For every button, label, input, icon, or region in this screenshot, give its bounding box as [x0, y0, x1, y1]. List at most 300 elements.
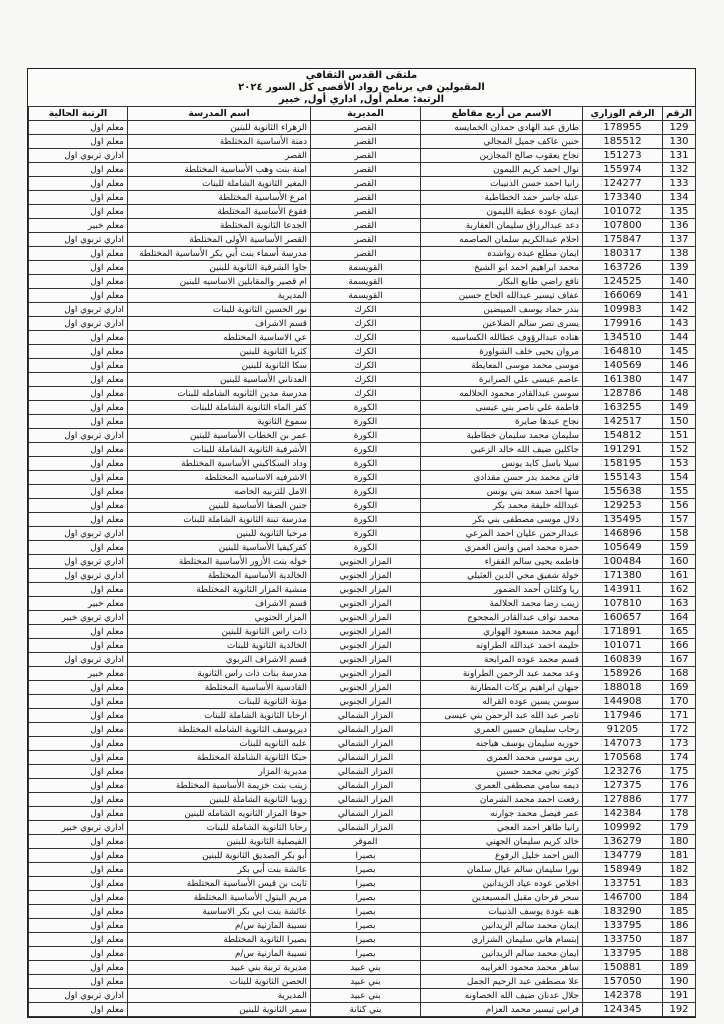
cell-directorate: الكرك: [311, 303, 421, 317]
cell-full-name: سوسن يسين عوده القراله: [421, 695, 583, 709]
cell-current-rank: معلم اول: [29, 695, 128, 709]
cell-directorate: المزار الشمالي: [311, 807, 421, 821]
cell-current-rank: معلم اول: [29, 191, 128, 205]
cell-full-name: جلال عدنان ضيف الله الخصاونه: [421, 989, 583, 1003]
table-row: [29, 303, 696, 317]
cell-row-number: 161: [663, 569, 696, 583]
cell-ministry-number: 140569: [583, 359, 663, 373]
cell-current-rank: معلم اول: [29, 541, 128, 555]
table-row: [29, 429, 696, 443]
table-row: [29, 289, 696, 303]
table-row: [29, 471, 696, 485]
cell-current-rank: معلم خبير: [29, 219, 128, 233]
cell-directorate: الكورة: [311, 443, 421, 457]
table-row: [29, 597, 696, 611]
cell-full-name: ناصر عبد الله عبد الرحمن بني عيسى: [421, 709, 583, 723]
cell-current-rank: معلم اول: [29, 135, 128, 149]
cell-ministry-number: 133751: [583, 877, 663, 891]
cell-ministry-number: 107800: [583, 219, 663, 233]
cell-current-rank: اداري تربوي اول: [29, 317, 128, 331]
cell-full-name: عبدالله خليفة محمد بكر: [421, 499, 583, 513]
cell-directorate: الكورة: [311, 513, 421, 527]
cell-school-name: عائشة بنت ابي بكر الاساسية: [128, 905, 311, 919]
cell-school-name: زينب بنت خزيمة الأساسية المختلطة: [128, 779, 311, 793]
table-row: [29, 443, 696, 457]
cell-school-name: رحابا الثانوية الشاملة للبنات: [128, 821, 311, 835]
cell-row-number: 130: [663, 135, 696, 149]
cell-directorate: الكورة: [311, 527, 421, 541]
cell-directorate: المزار الجنوبي: [311, 695, 421, 709]
cell-directorate: الكرك: [311, 345, 421, 359]
cell-row-number: 163: [663, 597, 696, 611]
cell-full-name: جاكلين ضيف الله خالد الزعبي: [421, 443, 583, 457]
cell-ministry-number: 160657: [583, 611, 663, 625]
cell-current-rank: معلم اول: [29, 625, 128, 639]
cell-row-number: 129: [663, 121, 696, 135]
cell-full-name: خالد كريم سليمان الجهني: [421, 835, 583, 849]
cell-full-name: زينب رضا محمد الحلالمة: [421, 597, 583, 611]
table-row: [29, 611, 696, 625]
table-row: [29, 863, 696, 877]
table-row: [29, 401, 696, 415]
cell-current-rank: معلم اول: [29, 681, 128, 695]
cell-row-number: 133: [663, 177, 696, 191]
cell-row-number: 189: [663, 961, 696, 975]
table-row: [29, 849, 696, 863]
cell-row-number: 184: [663, 891, 696, 905]
header-rank: الرتبة الحالية: [29, 107, 128, 121]
cell-school-name: قسم الاشراف: [128, 597, 311, 611]
cell-full-name: حمزه محمد امين وانس العمري: [421, 541, 583, 555]
cell-full-name: سحر فرحان مقبل المسيعدين: [421, 891, 583, 905]
cell-school-name: المديرية: [128, 289, 311, 303]
cell-directorate: الكورة: [311, 415, 421, 429]
table-row: [29, 877, 696, 891]
table-row: [29, 513, 696, 527]
cell-ministry-number: 124525: [583, 275, 663, 289]
cell-directorate: الكرك: [311, 317, 421, 331]
cell-current-rank: معلم اول: [29, 919, 128, 933]
cell-row-number: 131: [663, 149, 696, 163]
cell-school-name: أبو بكر الصديق الثانوية للبنين: [128, 849, 311, 863]
cell-row-number: 139: [663, 261, 696, 275]
table-row: [29, 779, 696, 793]
cell-row-number: 140: [663, 275, 696, 289]
table-row: [29, 667, 696, 681]
cell-ministry-number: 144908: [583, 695, 663, 709]
forum-title: ملتقى القدس الثقافي: [305, 70, 418, 81]
table-row: [29, 541, 696, 555]
cell-directorate: المزار الشمالي: [311, 709, 421, 723]
cell-directorate: القصر: [311, 247, 421, 261]
cell-full-name: وعد محمد عبد الرحمن الطراونة: [421, 667, 583, 681]
cell-current-rank: معلم اول: [29, 121, 128, 135]
cell-school-name: ذات راس الثانوية للبنين: [128, 625, 311, 639]
cell-row-number: 147: [663, 373, 696, 387]
cell-school-name: ثابت بن قيس الأساسية المختلطة: [128, 877, 311, 891]
table-row: [29, 695, 696, 709]
cell-ministry-number: 107810: [583, 597, 663, 611]
table-row: [29, 765, 696, 779]
cell-full-name: عبدالرحمن عليان احمد المرعي: [421, 527, 583, 541]
cell-row-number: 173: [663, 737, 696, 751]
cell-row-number: 154: [663, 471, 696, 485]
cell-school-name: القادسية الأساسية المختلطة: [128, 681, 311, 695]
cell-current-rank: معلم اول: [29, 877, 128, 891]
cell-row-number: 165: [663, 625, 696, 639]
cell-row-number: 181: [663, 849, 696, 863]
cell-full-name: الس احمد خليل الرفوع: [421, 849, 583, 863]
rank-subtitle: الرتبة: معلم أول, اداري أول, خبير: [278, 94, 445, 105]
table-row: [29, 415, 696, 429]
cell-school-name: منشية المزار الثانوية المختلطة: [128, 583, 311, 597]
cell-school-name: ام قصير والمقابلين الاساسيه للبنين: [128, 275, 311, 289]
cell-full-name: نجاح عبدها صايرة: [421, 415, 583, 429]
cell-current-rank: معلم خبير: [29, 597, 128, 611]
table-row: [29, 905, 696, 919]
cell-row-number: 191: [663, 989, 696, 1003]
cell-current-rank: معلم اول: [29, 275, 128, 289]
cell-row-number: 136: [663, 219, 696, 233]
cell-full-name: محمد ابراهيم احمد ابو الشيخ: [421, 261, 583, 275]
cell-full-name: عمر فيصل محمد جوارنه: [421, 807, 583, 821]
cell-current-rank: اداري تربوي اول: [29, 569, 128, 583]
cell-full-name: عفاف تيسير عبدالله الحاج حسين: [421, 289, 583, 303]
table-header-row: [29, 107, 696, 121]
cell-directorate: بني عبيد: [311, 989, 421, 1003]
cell-row-number: 170: [663, 695, 696, 709]
cell-current-rank: معلم اول: [29, 513, 128, 527]
cell-directorate: المزار الشمالي: [311, 765, 421, 779]
cell-current-rank: معلم اول: [29, 905, 128, 919]
cell-ministry-number: 185512: [583, 135, 663, 149]
cell-ministry-number: 127375: [583, 779, 663, 793]
cell-current-rank: معلم اول: [29, 779, 128, 793]
cell-full-name: ديمه سامي مصطفى العمري: [421, 779, 583, 793]
table-row: [29, 583, 696, 597]
cell-full-name: نجاح يعقوب صالح المجازين: [421, 149, 583, 163]
cell-school-name: ارحابا الثانوية الشاملة للبنات: [128, 709, 311, 723]
cell-row-number: 143: [663, 317, 696, 331]
cell-directorate: الكورة: [311, 541, 421, 555]
cell-current-rank: معلم اول: [29, 485, 128, 499]
cell-current-rank: معلم اول: [29, 499, 128, 513]
cell-school-name: نسيبة المازنية س/م: [128, 947, 311, 961]
document-sheet: [27, 68, 696, 1018]
table-row: [29, 163, 696, 177]
cell-row-number: 190: [663, 975, 696, 989]
cell-row-number: 155: [663, 485, 696, 499]
cell-current-rank: معلم اول: [29, 723, 128, 737]
cell-ministry-number: 188018: [583, 681, 663, 695]
cell-school-name: سمر الثانوية للبنين: [128, 1003, 311, 1017]
cell-full-name: رفعت احمد محمد الشرمان: [421, 793, 583, 807]
cell-full-name: طارق عبد الهادي حمدان الخمايسه: [421, 121, 583, 135]
table-row: [29, 961, 696, 975]
cell-school-name: المغير الثانوية الشاملة للبنات: [128, 177, 311, 191]
cell-full-name: ايمان محمد سالم الزيدانين: [421, 947, 583, 961]
cell-current-rank: معلم اول: [29, 471, 128, 485]
cell-ministry-number: 160839: [583, 653, 663, 667]
cell-row-number: 159: [663, 541, 696, 555]
cell-full-name: هبه عودة يوسف الذنيبات: [421, 905, 583, 919]
cell-school-name: امرع الأساسية المختلطة: [128, 191, 311, 205]
cell-directorate: بصيرا: [311, 905, 421, 919]
header-ministry-number: الرقم الوزاري: [583, 107, 663, 121]
cell-full-name: كوثر نجي محمد حسين: [421, 765, 583, 779]
cell-current-rank: معلم اول: [29, 331, 128, 345]
cell-school-name: نسيبة المازنية س/م: [128, 919, 311, 933]
cell-directorate: القصر: [311, 135, 421, 149]
cell-school-name: المزار الجنوبي: [128, 611, 311, 625]
table-row: [29, 191, 696, 205]
cell-school-name: عمر بن الخطاب الأساسية للبنين: [128, 429, 311, 443]
cell-directorate: المزار الشمالي: [311, 723, 421, 737]
cell-directorate: المزار الشمالي: [311, 779, 421, 793]
cell-directorate: بني عبيد: [311, 961, 421, 975]
cell-ministry-number: 158949: [583, 863, 663, 877]
cell-full-name: سوسن عبدالقادر محمود الحلالمه: [421, 387, 583, 401]
cell-school-name: سموع الثانوية: [128, 415, 311, 429]
cell-directorate: القصر: [311, 191, 421, 205]
table-row: [29, 499, 696, 513]
cell-ministry-number: 142378: [583, 989, 663, 1003]
cell-ministry-number: 178955: [583, 121, 663, 135]
cell-row-number: 138: [663, 247, 696, 261]
cell-school-name: المديرية: [128, 989, 311, 1003]
cell-directorate: المزار الجنوبي: [311, 625, 421, 639]
table-row: [29, 555, 696, 569]
cell-directorate: الكورة: [311, 401, 421, 415]
cell-full-name: نورا سليمان سالم عيال سلمان: [421, 863, 583, 877]
cell-full-name: موسى محمد موسى المعايطة: [421, 359, 583, 373]
table-row: [29, 247, 696, 261]
cell-directorate: الكورة: [311, 471, 421, 485]
cell-directorate: بصيرا: [311, 877, 421, 891]
cell-row-number: 157: [663, 513, 696, 527]
cell-school-name: خوله بنت الأزور الأساسية المختلطة: [128, 555, 311, 569]
cell-directorate: المزار الجنوبي: [311, 569, 421, 583]
cell-row-number: 148: [663, 387, 696, 401]
cell-current-rank: معلم اول: [29, 737, 128, 751]
cell-directorate: بصيرا: [311, 891, 421, 905]
cell-ministry-number: 133795: [583, 947, 663, 961]
cell-ministry-number: 157050: [583, 975, 663, 989]
cell-ministry-number: 101071: [583, 639, 663, 653]
cell-row-number: 149: [663, 401, 696, 415]
cell-directorate: القصر: [311, 149, 421, 163]
cell-current-rank: اداري تربوي اول: [29, 989, 128, 1003]
cell-current-rank: معلم اول: [29, 639, 128, 653]
table-row: [29, 975, 696, 989]
table-row: [29, 121, 696, 135]
cell-full-name: ايمان عودة عطية الليمون: [421, 205, 583, 219]
cell-directorate: القويسمة: [311, 275, 421, 289]
cell-school-name: مدرسة أسماء بنت أبي بكر الأساسية المختلطة: [128, 247, 311, 261]
table-row: [29, 989, 696, 1003]
cell-ministry-number: 170568: [583, 751, 663, 765]
cell-current-rank: اداري تربوي اول: [29, 149, 128, 163]
cell-school-name: فقوع الأساسية المختلطة: [128, 205, 311, 219]
cell-full-name: ريا وكلثان أحمد الضمور: [421, 583, 583, 597]
cell-directorate: القصر: [311, 205, 421, 219]
cell-current-rank: معلم اول: [29, 289, 128, 303]
cell-current-rank: معلم اول: [29, 177, 128, 191]
cell-school-name: نور الحسين الثانوية للبنات: [128, 303, 311, 317]
cell-directorate: المزار الجنوبي: [311, 583, 421, 597]
cell-ministry-number: 150881: [583, 961, 663, 975]
cell-row-number: 150: [663, 415, 696, 429]
cell-full-name: احلام عبدالكريم سلمان الصاصمه: [421, 233, 583, 247]
cell-directorate: القصر: [311, 163, 421, 177]
cell-row-number: 176: [663, 779, 696, 793]
table-row: [29, 835, 696, 849]
cell-current-rank: معلم اول: [29, 373, 128, 387]
cell-directorate: القصر: [311, 177, 421, 191]
cell-directorate: القصر: [311, 219, 421, 233]
cell-current-rank: معلم اول: [29, 975, 128, 989]
cell-school-name: الفيصلية الثانوية للبنين: [128, 835, 311, 849]
cell-row-number: 137: [663, 233, 696, 247]
cell-ministry-number: 91205: [583, 723, 663, 737]
cell-school-name: بصيرا الثانوية المختلطة: [128, 933, 311, 947]
cell-ministry-number: 158195: [583, 457, 663, 471]
cell-school-name: الخالدية الأساسية المختلطة: [128, 569, 311, 583]
cell-ministry-number: 171380: [583, 569, 663, 583]
document-header: [28, 69, 695, 106]
table-row: [29, 919, 696, 933]
cell-current-rank: معلم اول: [29, 793, 128, 807]
cell-row-number: 134: [663, 191, 696, 205]
cell-directorate: القصر: [311, 121, 421, 135]
cell-directorate: الكورة: [311, 457, 421, 471]
cell-school-name: حبكا الثانوية الشاملة المختلطة: [128, 751, 311, 765]
cell-ministry-number: 134779: [583, 849, 663, 863]
cell-full-name: إبتسام هاني سليمان الشراري: [421, 933, 583, 947]
table-row: [29, 737, 696, 751]
cell-current-rank: معلم اول: [29, 247, 128, 261]
cell-current-rank: معلم خبير: [29, 667, 128, 681]
cell-row-number: 169: [663, 681, 696, 695]
cell-current-rank: معلم اول: [29, 947, 128, 961]
cell-ministry-number: 134510: [583, 331, 663, 345]
cell-school-name: كثربا الثانوية للبنين: [128, 345, 311, 359]
cell-ministry-number: 101072: [583, 205, 663, 219]
cell-school-name: كفركيفيا الأساسية للبنين: [128, 541, 311, 555]
cell-full-name: أيهم محمد مسعود الهواري: [421, 625, 583, 639]
cell-ministry-number: 127886: [583, 793, 663, 807]
cell-full-name: حليمه احمد عبدالله الطراونه: [421, 639, 583, 653]
cell-directorate: المزار الجنوبي: [311, 681, 421, 695]
cell-current-rank: اداري تربوي اول: [29, 555, 128, 569]
table-row: [29, 345, 696, 359]
cell-ministry-number: 100484: [583, 555, 663, 569]
cell-ministry-number: 142384: [583, 807, 663, 821]
table-body: [29, 121, 696, 1017]
cell-row-number: 185: [663, 905, 696, 919]
cell-row-number: 166: [663, 639, 696, 653]
cell-current-rank: اداري تربوي اول: [29, 527, 128, 541]
cell-current-rank: معلم اول: [29, 359, 128, 373]
cell-current-rank: اداري تربوي اول: [29, 303, 128, 317]
cell-full-name: اخلاص عوده عياد الزيدانين: [421, 877, 583, 891]
cell-school-name: مديرية المزار: [128, 765, 311, 779]
cell-full-name: جيهان ابراهيم بركات المطارنة: [421, 681, 583, 695]
cell-ministry-number: 146896: [583, 527, 663, 541]
cell-row-number: 180: [663, 835, 696, 849]
table-row: [29, 387, 696, 401]
cell-school-name: قسم الاشراف: [128, 317, 311, 331]
cell-current-rank: معلم اول: [29, 891, 128, 905]
cell-school-name: عائشة بنت أبي بكر: [128, 863, 311, 877]
cell-directorate: القصر: [311, 233, 421, 247]
header-school: اسم المدرسة: [128, 107, 311, 121]
cell-school-name: مريم البتول الأساسية المختلطة: [128, 891, 311, 905]
cell-row-number: 178: [663, 807, 696, 821]
cell-full-name: عبله جاسر حمد الخطاطبة: [421, 191, 583, 205]
cell-full-name: حوريه سليمان يوسف هياجنه: [421, 737, 583, 751]
cell-current-rank: معلم اول: [29, 345, 128, 359]
cell-row-number: 160: [663, 555, 696, 569]
table-row: [29, 569, 696, 583]
cell-current-rank: معلم اول: [29, 415, 128, 429]
cell-full-name: حنين عاكف جميل المجالي: [421, 135, 583, 149]
cell-directorate: المزار الجنوبي: [311, 639, 421, 653]
cell-full-name: رانيا احمد حسن الذنيبات: [421, 177, 583, 191]
cell-school-name: مرحبا الثانويه للبنين: [128, 527, 311, 541]
cell-directorate: الكرك: [311, 359, 421, 373]
cell-directorate: بني عبيد: [311, 975, 421, 989]
cell-directorate: المزار الشمالي: [311, 793, 421, 807]
table-row: [29, 639, 696, 653]
accepted-table: [28, 106, 696, 1017]
cell-current-rank: معلم اول: [29, 807, 128, 821]
cell-row-number: 183: [663, 877, 696, 891]
cell-ministry-number: 143911: [583, 583, 663, 597]
cell-row-number: 153: [663, 457, 696, 471]
cell-current-rank: معلم اول: [29, 387, 128, 401]
cell-current-rank: معلم اول: [29, 457, 128, 471]
table-row: [29, 359, 696, 373]
cell-row-number: 186: [663, 919, 696, 933]
cell-ministry-number: 175847: [583, 233, 663, 247]
cell-school-name: القصر الأساسية الأولى المختلطة: [128, 233, 311, 247]
cell-directorate: بصيرا: [311, 863, 421, 877]
cell-school-name: زوبيا الثانوية الشاملة للبنين: [128, 793, 311, 807]
cell-directorate: الكرك: [311, 373, 421, 387]
cell-full-name: فاطمة علي ناصر بني عيسى: [421, 401, 583, 415]
cell-school-name: الجدعا الثانوية المختلطة: [128, 219, 311, 233]
cell-current-rank: معلم اول: [29, 863, 128, 877]
cell-current-rank: معلم اول: [29, 933, 128, 947]
cell-ministry-number: 163255: [583, 401, 663, 415]
cell-ministry-number: 136279: [583, 835, 663, 849]
cell-school-name: امنة بنت وهب الأساسية المختلطة: [128, 163, 311, 177]
cell-row-number: 144: [663, 331, 696, 345]
cell-school-name: حوفا المزار الثانويه الشامله للبنين: [128, 807, 311, 821]
cell-current-rank: اداري تربوي خبير: [29, 821, 128, 835]
cell-directorate: بصيرا: [311, 849, 421, 863]
cell-full-name: سها احمد سعد بني يونس: [421, 485, 583, 499]
cell-ministry-number: 164810: [583, 345, 663, 359]
cell-full-name: هناده عبدالرؤوف عطالله الكساسبه: [421, 331, 583, 345]
table-row: [29, 177, 696, 191]
cell-full-name: يسرى نصر سالم الضلاعين: [421, 317, 583, 331]
cell-directorate: الكورة: [311, 485, 421, 499]
cell-school-name: جنين الصفا الأساسية للبنين: [128, 499, 311, 513]
cell-ministry-number: 109992: [583, 821, 663, 835]
cell-school-name: دمنة الأساسية المختلطة: [128, 135, 311, 149]
